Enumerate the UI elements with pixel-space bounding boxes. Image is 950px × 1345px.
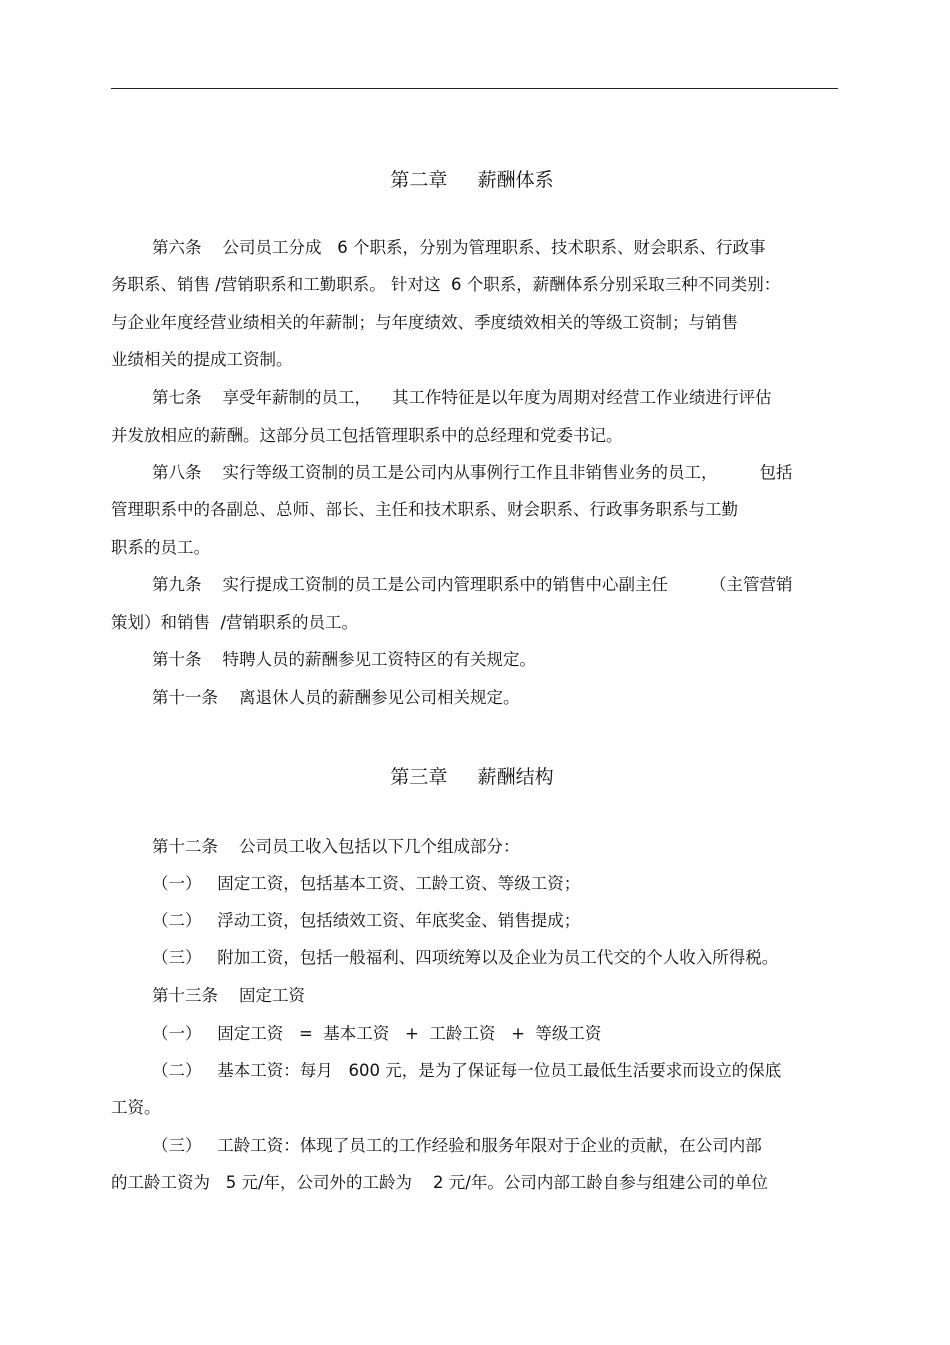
article-9-line-2: 策划）和销售 /营销职系的员工。 [111,613,359,632]
article-9-line-1: 第九条 实行提成工资制的员工是公司内管理职系中的销售中心副主任 （主管营销 [152,575,793,594]
header-rule [111,88,838,89]
chapter-3-title: 第三章 薪酬结构 [390,766,554,788]
article-10: 第十条 特聘人员的薪酬参见工资特区的有关规定。 [152,650,536,669]
article-6-line-3: 与企业年度经营业绩相关的年薪制；与年度绩效、季度绩效相关的等级工资制；与销售 [111,313,738,332]
article-13-item-1: （一） 固定工资 = 基本工资 + 工龄工资 + 等级工资 [152,1024,602,1043]
article-7-line-1: 第七条 享受年薪制的员工， 其工作特征是以年度为周期对经营工作业绩进行评估 [152,388,772,407]
article-13-item-2-line-1: （二） 基本工资：每月 600 元，是为了保证每一位员工最低生活要求而设立的保底 [152,1061,782,1080]
article-12: 第十二条 公司员工收入包括以下几个组成部分： [152,837,520,856]
article-7-line-2: 并发放相应的薪酬。这部分员工包括管理职系中的总经理和党委书记。 [111,426,623,445]
article-8-line-1: 第八条 实行等级工资制的员工是公司内从事例行工作且非销售业务的员工， 包括 [152,463,793,482]
article-6-line-4: 业绩相关的提成工资制。 [111,350,293,369]
article-13-item-2-line-2: 工资。 [111,1098,161,1117]
article-6-line-2: 务职系、销售 /营销职系和工勤职系。 针对这 6 个职系，薪酬体系分别采取三种不同类别： [111,275,781,294]
chapter-2-title: 第二章 薪酬体系 [390,169,554,191]
article-12-item-3: （三） 附加工资，包括一般福利、四项统筹以及企业为员工代交的个人收入所得税。 [152,948,779,967]
article-8-line-3: 职系的员工。 [111,538,210,557]
article-13-item-3-line-1: （三） 工龄工资：体现了员工的工作经验和服务年限对于企业的贡献，在公司内部 [152,1136,762,1155]
article-13: 第十三条 固定工资 [152,986,305,1005]
article-8-line-2: 管理职系中的各副总、总师、部长、主任和技术职系、财会职系、行政事务职系与工勤 [111,500,738,519]
article-12-item-1: （一） 固定工资，包括基本工资、工龄工资、等级工资； [152,874,581,893]
article-13-item-3-line-2: 的工龄工资为 5 元/年，公司外的工龄为 2 元/年。公司内部工龄自参与组建公司的单位 [111,1173,768,1192]
article-11: 第十一条 离退休人员的薪酬参见公司相关规定。 [152,688,520,707]
article-6-line-1: 第六条 公司员工分成 6 个职系，分别为管理职系、技术职系、财会职系、行政事 [152,238,766,257]
article-12-item-2: （二） 浮动工资，包括绩效工资、年底奖金、销售提成； [152,911,581,930]
